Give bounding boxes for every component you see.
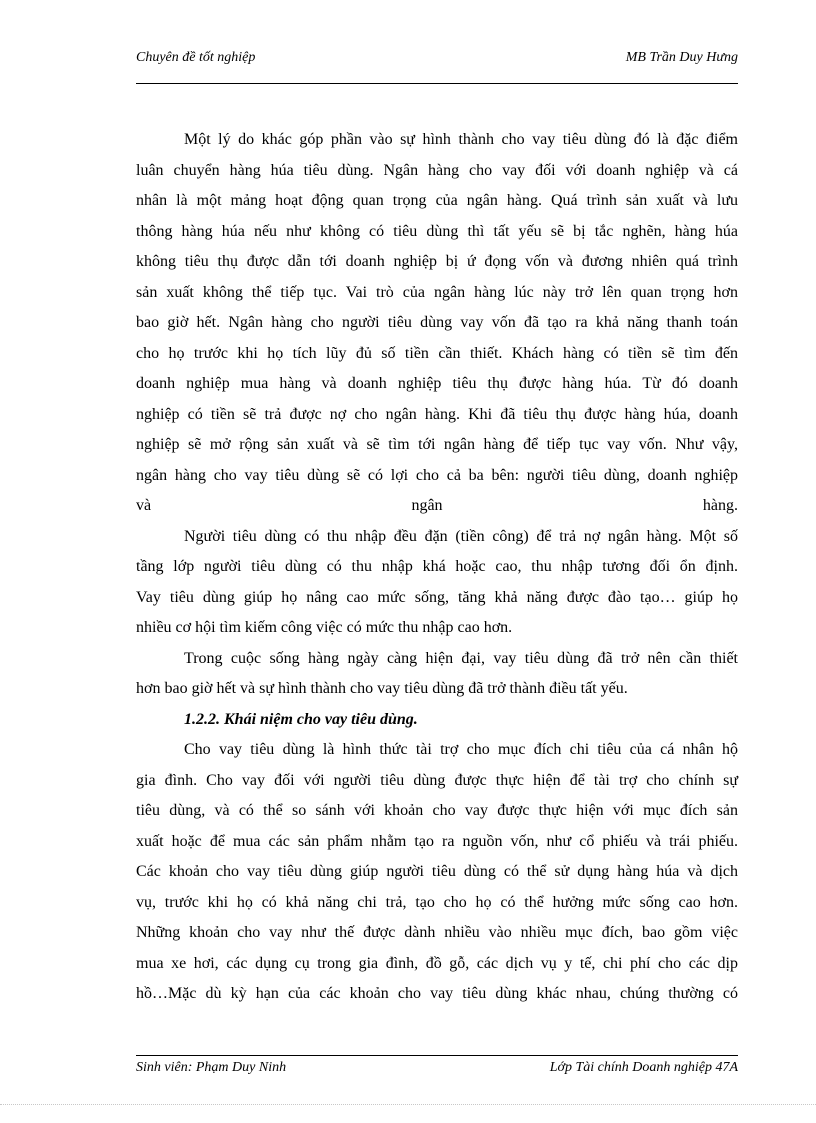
text-line: Một lý do khác góp phần vào sự hình thành cho vay tiêu dùng đó là đặc điểm xyxy=(184,131,738,148)
text-line: nghiệp có tiền sẽ trả được nợ cho ngân hàng. Khi đã tiêu thụ được hàng húa, doanh xyxy=(136,405,738,423)
text-line: Các khoản cho vay tiêu dùng giúp người tiêu dùng có thể sử dụng hàng húa và dịch xyxy=(136,863,738,880)
paragraph-3 xyxy=(136,644,738,705)
page-footer xyxy=(136,1060,738,1080)
header-right-author: MB Trần Duy Hưng xyxy=(625,50,738,65)
footer-divider xyxy=(136,1055,738,1056)
text-line: luân chuyển hàng húa tiêu dùng. Ngân hàng cho vay đối với doanh nghiệp và cá xyxy=(136,161,738,179)
text-line: gia đình. Cho vay đối với người tiêu dùng được thực hiện để tài trợ cho chính sự xyxy=(136,771,738,789)
text-line: hơn bao giờ hết và sự hình thành cho vay tiêu dùng đã trở thành điều tất yếu. xyxy=(136,680,628,697)
header-left-title: Chuyên đề tốt nghiệp xyxy=(136,50,256,65)
text-line: hồ…Mặc dù kỳ hạn của các khoản cho vay tiêu dùng khác nhau, chúng thường có xyxy=(136,985,738,1002)
text-line: tầng lớp người tiêu dùng có thu nhập khá hoặc cao, thu nhập tương đối ổn định. xyxy=(136,558,738,575)
header-divider xyxy=(136,83,738,84)
document-body xyxy=(136,125,738,1010)
text-line: doanh nghiệp mua hàng và doanh nghiệp tiêu thụ được hàng húa. Từ đó doanh xyxy=(136,375,738,392)
paragraph-2 xyxy=(136,522,738,644)
text-line: vụ, trước khi họ có khả năng chi trả, tạo cho họ có thể hưởng mức sống cao hơn. xyxy=(136,893,738,911)
text-line: không tiêu thụ được dẫn tới doanh nghiệp bị ứ đọng vốn và đương nhiên quá trình xyxy=(136,253,738,270)
text-line: nghiệp sẽ mở rộng sản xuất và sẽ tìm tới ngân hàng để tiếp tục vay vốn. Như vậy, xyxy=(136,436,738,453)
text-line: mua xe hơi, các dụng cụ trong gia đình, đồ gỗ, các dịch vụ y tế, chi phí cho các dịp xyxy=(136,954,738,972)
text-line: tiêu dùng, và có thể so sánh với khoản cho vay được thực hiện với mục đích sản xyxy=(136,802,738,819)
page-boundary xyxy=(0,1104,816,1105)
text-line: nhân là một mảng hoạt động quan trọng của ngân hàng. Quá trình sản xuất và lưu xyxy=(136,192,738,209)
text-line: bao giờ hết. Ngân hàng cho người tiêu dùng vay vốn đã tạo ra khả năng thanh toán xyxy=(136,314,738,331)
text-line: và ngân hàng. xyxy=(136,497,738,514)
text-line: Những khoản cho vay như thế được dành nhiều vào nhiều mục đích, bao gồm việc xyxy=(136,924,738,941)
text-line: Cho vay tiêu dùng là hình thức tài trợ cho mục đích chi tiêu của cá nhân hộ xyxy=(184,741,738,758)
text-line: Vay tiêu dùng giúp họ nâng cao mức sống, tăng khả năng được đào tạo… giúp họ xyxy=(136,588,738,606)
text-line: xuất hoặc để mua các sản phẩm nhằm tạo ra nguồn vốn, như cổ phiếu và trái phiếu. xyxy=(136,832,738,850)
text-line: nhiều cơ hội tìm kiếm công việc có mức thu nhập cao hơn. xyxy=(136,619,513,636)
text-line: Trong cuộc sống hàng ngày càng hiện đại, vay tiêu dùng đã trở nên cần thiết xyxy=(184,649,738,667)
text-line: sản xuất không thể tiếp tục. Vai trò của ngân hàng lúc này trở lên quan trọng hơn xyxy=(136,283,738,301)
footer-student: Sinh viên: Phạm Duy Ninh xyxy=(136,1060,287,1075)
page-header xyxy=(136,50,738,70)
paragraph-4 xyxy=(136,735,738,1010)
footer-class: Lớp Tài chính Doanh nghiệp 47A xyxy=(549,1060,738,1075)
paragraph-1 xyxy=(136,125,738,522)
text-line: thông hàng húa nếu như không có tiêu dùng thì tất yếu sẽ bị tắc nghẽn, hàng húa xyxy=(136,222,738,240)
section-heading: 1.2.2. Khái niệm cho vay tiêu dùng. xyxy=(184,710,418,728)
text-line: cho họ trước khi họ tích lũy đủ số tiền cần thiết. Khách hàng có tiền sẽ tìm đến xyxy=(136,344,738,362)
text-line: Người tiêu dùng có thu nhập đều đặn (tiền công) để trả nợ ngân hàng. Một số xyxy=(184,527,738,545)
text-line: ngân hàng cho vay tiêu dùng sẽ có lợi cho cả ba bên: người tiêu dùng, doanh nghiệp xyxy=(136,466,738,484)
